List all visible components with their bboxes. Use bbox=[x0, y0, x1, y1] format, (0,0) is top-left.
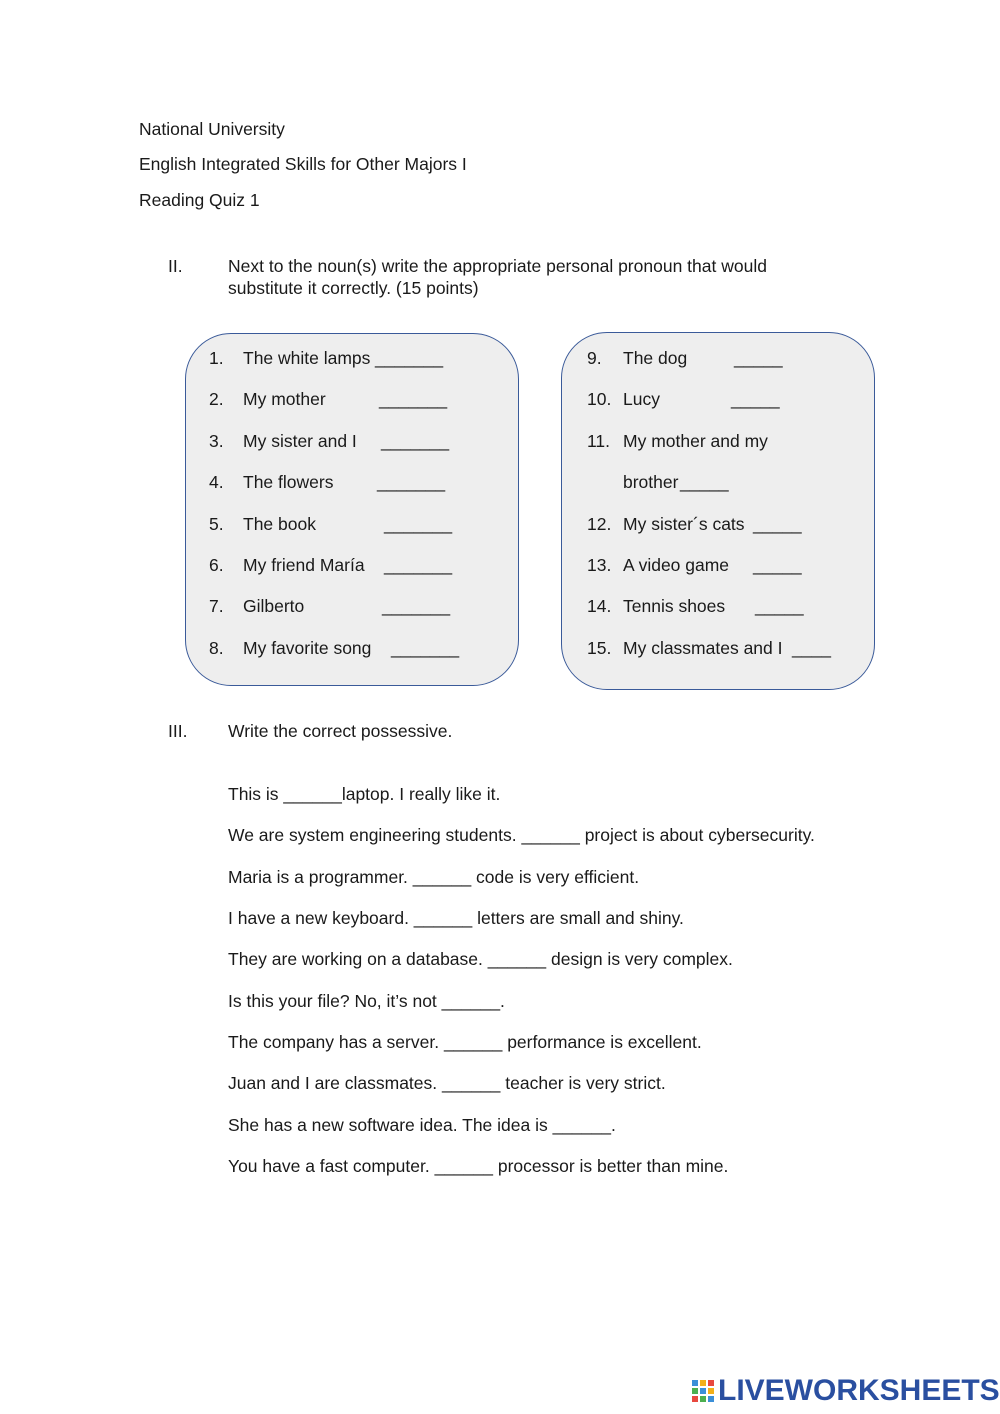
item-number: 8. bbox=[209, 638, 224, 658]
item-number: 5. bbox=[209, 514, 224, 534]
answer-blank[interactable]: _____ bbox=[734, 348, 783, 368]
possessive-sentence: Juan and I are classmates. ______ teacher is very strict. bbox=[228, 1073, 666, 1093]
item-label: My sister and I bbox=[243, 431, 357, 451]
answer-blank[interactable]: _______ bbox=[391, 638, 460, 658]
quiz-title: Reading Quiz 1 bbox=[139, 190, 260, 210]
item-label: My classmates and I bbox=[623, 638, 783, 658]
item-number: 13. bbox=[587, 555, 612, 575]
possessive-sentence: We are system engineering students. ______ project is about cybersecurity. bbox=[228, 825, 815, 845]
section-2-instruction: Next to the noun(s) write the appropriate personal pronoun that would substitute it correctly. (15 points) bbox=[228, 256, 767, 298]
answer-blank[interactable]: _____ bbox=[731, 389, 780, 409]
item-label: My mother bbox=[243, 389, 326, 409]
item-number: 9. bbox=[587, 348, 602, 368]
answer-blank[interactable]: _______ bbox=[381, 431, 450, 451]
item-label: A video game bbox=[623, 555, 730, 575]
item-label: The dog bbox=[623, 348, 688, 368]
item-label: Lucy bbox=[623, 389, 660, 409]
item-number: 3. bbox=[209, 431, 224, 451]
answer-blank[interactable]: _______ bbox=[384, 514, 453, 534]
item-number: 11. bbox=[587, 431, 611, 451]
item-label: My sister´s cats bbox=[623, 514, 745, 534]
item-number: 4. bbox=[209, 472, 224, 492]
logo-grid-icon bbox=[692, 1380, 714, 1404]
item-number: 7. bbox=[209, 596, 224, 616]
item-number: 15. bbox=[587, 638, 612, 658]
possessive-sentence: They are working on a database. ______ design is very complex. bbox=[228, 949, 733, 969]
item-label: My mother and my bbox=[623, 431, 768, 451]
item-label: Gilberto bbox=[243, 596, 305, 616]
answer-blank[interactable]: _____ bbox=[753, 514, 802, 534]
item-number: 14. bbox=[587, 596, 612, 616]
answer-blank[interactable]: _______ bbox=[379, 389, 448, 409]
possessive-sentence: Maria is a programmer. ______ code is very efficient. bbox=[228, 867, 640, 887]
item-label: Tennis shoes bbox=[623, 596, 726, 616]
item-label: The flowers bbox=[243, 472, 334, 492]
item-number: 2. bbox=[209, 389, 224, 409]
possessive-sentence: This is ______laptop. I really like it. bbox=[228, 784, 501, 804]
item-number: 6. bbox=[209, 555, 224, 575]
section-3-instruction: Write the correct possessive. bbox=[228, 721, 453, 741]
item-label: brother bbox=[623, 472, 679, 492]
section-3-number: III. bbox=[168, 721, 188, 741]
answer-blank[interactable]: _____ bbox=[680, 472, 729, 492]
answer-blank[interactable]: ____ bbox=[792, 638, 831, 658]
item-label: My friend María bbox=[243, 555, 365, 575]
answer-blank[interactable]: _______ bbox=[382, 596, 451, 616]
pronoun-box-right bbox=[561, 332, 875, 690]
item-number: 10. bbox=[587, 389, 612, 409]
answer-blank[interactable]: _____ bbox=[753, 555, 802, 575]
liveworksheets-logo bbox=[692, 1374, 1000, 1408]
possessive-sentence: I have a new keyboard. ______ letters are small and shiny. bbox=[228, 908, 684, 928]
logo-text: LIVEWORKSHEETS bbox=[718, 1374, 1000, 1407]
section-2-number: II. bbox=[168, 256, 183, 276]
item-label: The white lamps bbox=[243, 348, 371, 368]
answer-blank[interactable]: _______ bbox=[384, 555, 453, 575]
possessive-sentence: You have a fast computer. ______ processor is better than mine. bbox=[228, 1156, 729, 1176]
answer-blank[interactable]: _______ bbox=[375, 348, 444, 368]
item-label: The book bbox=[243, 514, 316, 534]
answer-blank[interactable]: _____ bbox=[755, 596, 804, 616]
possessive-sentence: The company has a server. ______ performance is excellent. bbox=[228, 1032, 702, 1052]
course-title: English Integrated Skills for Other Majors I bbox=[139, 154, 467, 174]
pronoun-box-left bbox=[185, 333, 519, 686]
institution-name: National University bbox=[139, 119, 285, 139]
possessive-sentence: Is this your file? No, it’s not ______. bbox=[228, 991, 505, 1011]
possessive-sentence: She has a new software idea. The idea is ______. bbox=[228, 1115, 616, 1135]
item-number: 12. bbox=[587, 514, 612, 534]
item-number: 1. bbox=[209, 348, 224, 368]
answer-blank[interactable]: _______ bbox=[377, 472, 446, 492]
item-label: My favorite song bbox=[243, 638, 372, 658]
